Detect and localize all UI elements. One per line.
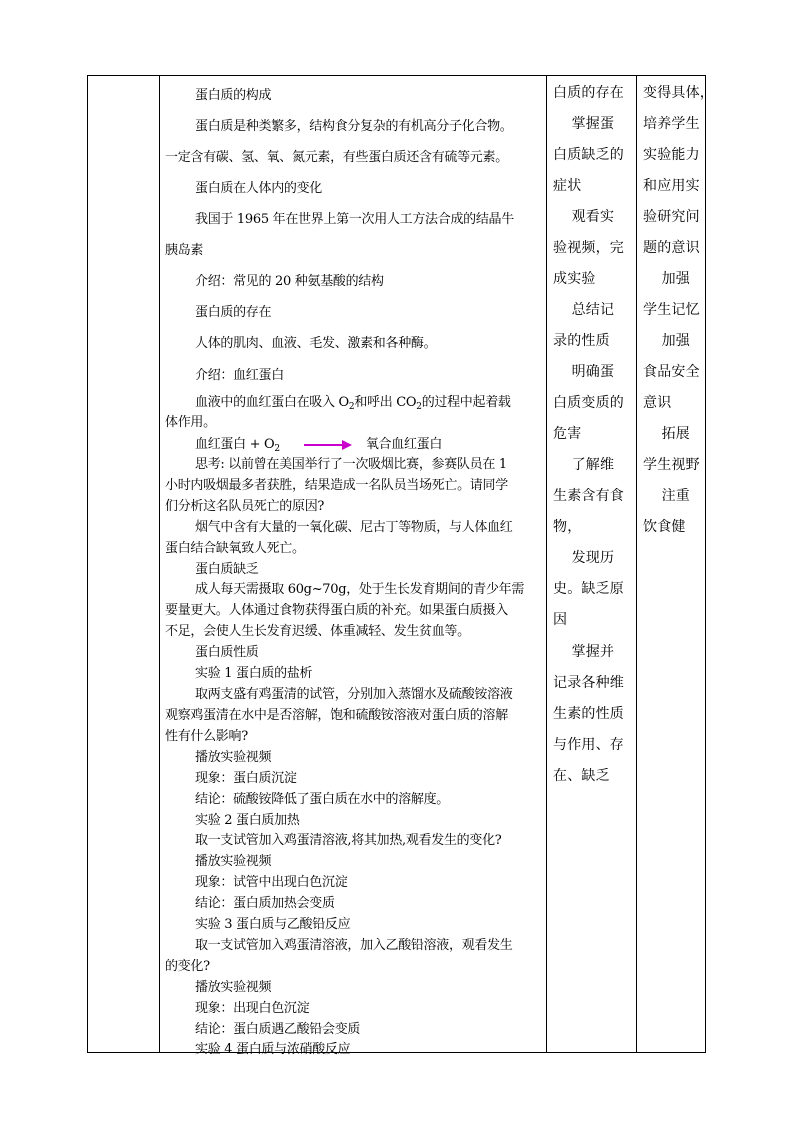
heading-lack: 蛋白质缺乏 xyxy=(195,562,259,577)
paragraph: 现象：试管中出现白色沉淀 xyxy=(195,875,348,890)
paragraph: 胰岛素 xyxy=(165,243,204,258)
student-line: 验视频，完 xyxy=(553,240,624,256)
intent-line: 实验能力 xyxy=(643,147,700,163)
student-line: 记录各种维 xyxy=(553,675,624,691)
intent-line: 学生记忆 xyxy=(643,302,700,318)
paragraph: 观察鸡蛋清在水中是否溶解，饱和硫酸铵溶液对蛋白质的溶解 xyxy=(165,708,508,723)
intent-line: 验研究问 xyxy=(643,209,700,225)
paragraph: 取两支盛有鸡蛋清的试管，分别加入蒸馏水及硫酸铵溶液 xyxy=(195,687,513,702)
lesson-table xyxy=(87,75,714,1057)
experiment-title: 实验 2 蛋白质加热 xyxy=(195,813,300,828)
heading-composition: 蛋白质的构成 xyxy=(195,88,272,103)
paragraph-blood: 血液中的血红蛋白在吸入 $O_2$和呼出 $CO_2$的过程中起着载 xyxy=(195,395,511,412)
intent-line: 加强 xyxy=(643,333,691,349)
student-line: 与作用、存 xyxy=(553,737,624,753)
student-line: 明确蛋 xyxy=(553,364,615,380)
paragraph: 结论：蛋白质遇乙酸铅会变质 xyxy=(195,1022,361,1037)
intent-line: 注重 xyxy=(643,488,691,504)
paragraph: 取一支试管加入鸡蛋清溶液，加入乙酸铅溶液，观看发生 xyxy=(195,938,513,953)
paragraph: 蛋白结合缺氧致人死亡。 xyxy=(165,541,305,556)
student-line: 症状 xyxy=(553,178,582,194)
student-line: 录的性质 xyxy=(553,333,610,349)
student-line: 生素含有食 xyxy=(553,488,624,504)
intent-line: 食品安全 xyxy=(643,364,700,380)
student-line: 白质缺乏的 xyxy=(553,147,624,163)
paragraph: 一定含有碳、氢、氧、氮元素，有些蛋白质还含有硫等元素。 xyxy=(165,150,508,165)
paragraph: 们分析这名队员死亡的原因? xyxy=(165,499,325,514)
heading-property: 蛋白质性质 xyxy=(195,645,259,660)
paragraph: 不足，会使人生长发育迟缓、体重减轻、发生贫血等。 xyxy=(165,624,470,639)
paragraph: 现象：出现白色沉淀 xyxy=(195,1001,310,1016)
intent-line: 题的意识 xyxy=(643,240,700,256)
student-line: 了解维 xyxy=(553,457,615,473)
heading-change: 蛋白质在人体内的变化 xyxy=(195,181,323,196)
intent-line: 变得具体， xyxy=(643,85,714,101)
paragraph: 要量更大。人体通过食物获得蛋白质的补充。如果蛋白质摄入 xyxy=(165,603,508,618)
paragraph: 结论：硫酸铵降低了蛋白质在水中的溶解度。 xyxy=(195,792,450,807)
intent-line: 学生视野 xyxy=(643,457,700,473)
paragraph: 小时内吸烟最多者获胜，结果造成一名队员当场死亡。请同学 xyxy=(165,478,508,493)
student-line: 成实验 xyxy=(553,271,596,287)
student-line: 在、缺乏 xyxy=(553,768,610,784)
design-intent-cell xyxy=(637,76,714,1052)
paragraph: 播放实验视频 xyxy=(195,854,272,869)
paragraph: 体作用。 xyxy=(165,415,216,430)
section-label-cell xyxy=(88,76,159,1052)
student-line: 白质的存在 xyxy=(553,85,624,101)
student-line: 掌握并 xyxy=(553,644,615,660)
student-line: 因 xyxy=(553,612,568,628)
intent-line: 和应用实 xyxy=(643,178,700,194)
paragraph: 播放实验视频 xyxy=(195,750,272,765)
paragraph: 介绍：常见的 20 种氨基酸的结构 xyxy=(195,274,384,289)
paragraph: 播放实验视频 xyxy=(195,980,272,995)
paragraph: 性有什么影响? xyxy=(165,729,248,744)
paragraph: 的变化? xyxy=(165,959,210,974)
experiment-title: 实验 1 蛋白质的盐析 xyxy=(195,666,313,681)
paragraph: 介绍：血红蛋白 xyxy=(195,368,284,383)
student-line: 物， xyxy=(553,519,582,535)
paragraph: 蛋白质是种类繁多，结构食分复杂的有机高分子化合物。 xyxy=(195,119,513,134)
intent-line: 饮食健 xyxy=(643,519,686,535)
paragraph: 结论：蛋白质加热会变质 xyxy=(195,896,335,911)
student-line: 白质变质的 xyxy=(553,395,624,411)
student-line: 史。缺乏原 xyxy=(553,581,624,597)
experiment-title: 实验 4 蛋白质与浓硝酸反应 xyxy=(195,1042,351,1057)
heading-exist: 蛋白质的存在 xyxy=(195,305,272,320)
student-line: 生素的性质 xyxy=(553,706,624,722)
paragraph: 思考: 以前曾在美国举行了一次吸烟比赛，参赛队员在 1 xyxy=(195,457,507,472)
paragraph: 我国于 1965 年在世界上第一次用人工方法合成的结晶牛 xyxy=(195,212,514,227)
student-line: 总结记 xyxy=(553,302,615,318)
intent-line: 拓展 xyxy=(643,426,691,442)
reaction-equation: 血红蛋白 + $O_2$ 氧合血红蛋白 xyxy=(195,437,443,454)
paragraph: 烟气中含有大量的一氧化碳、尼古丁等物质，与人体血红 xyxy=(195,520,513,535)
paragraph: 成人每天需摄取 60g~70g，处于生长发育期间的青少年需 xyxy=(195,582,525,597)
student-activity-cell xyxy=(547,76,636,1052)
student-line: 发现历 xyxy=(553,550,615,566)
experiment-title: 实验 3 蛋白质与乙酸铅反应 xyxy=(195,917,351,932)
intent-line: 意识 xyxy=(643,395,672,411)
student-line: 观看实 xyxy=(553,209,615,225)
paragraph: 现象：蛋白质沉淀 xyxy=(195,771,297,786)
paragraph: 人体的肌肉、血液、毛发、激素和各种酶。 xyxy=(195,336,437,351)
reaction-arrow-icon xyxy=(304,440,352,450)
teaching-content-cell xyxy=(160,76,546,1057)
intent-line: 培养学生 xyxy=(643,116,700,132)
student-line: 掌握蛋 xyxy=(553,116,615,132)
intent-line: 加强 xyxy=(643,271,691,287)
student-line: 危害 xyxy=(553,426,582,442)
paragraph: 取一支试管加入鸡蛋清溶液,将其加热,观看发生的变化? xyxy=(195,833,502,848)
